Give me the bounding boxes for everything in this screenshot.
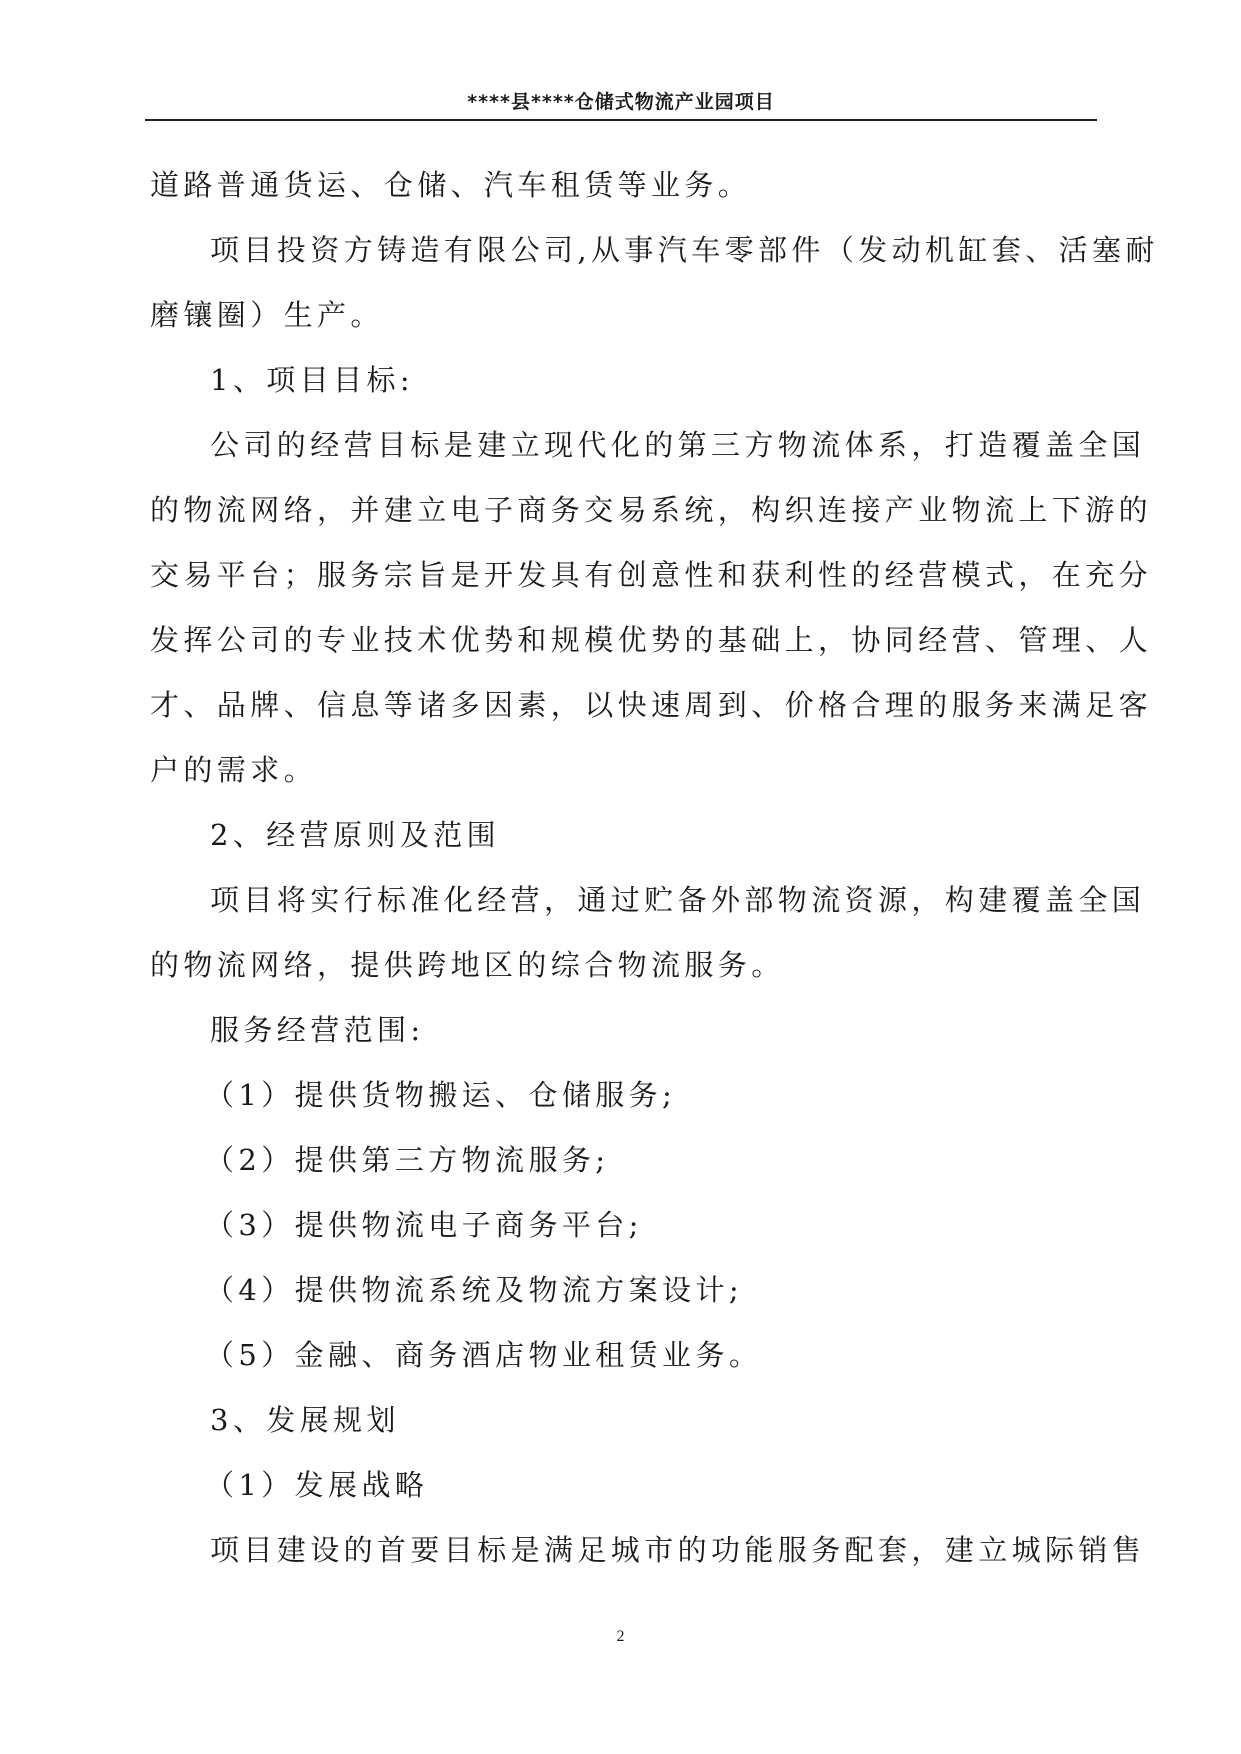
section-heading: 2、经营原则及范围	[210, 818, 501, 852]
text-line: 项目将实行标准化经营，通过贮备外部物流资源，构建覆盖全国	[210, 883, 1146, 917]
list-item: （5）金融、商务酒店物业租赁业务。	[205, 1338, 763, 1372]
text-line: 交易平台；服务宗旨是开发具有创意性和获利性的经营模式，在充分	[150, 558, 1153, 592]
text-line: 的物流网络，提供跨地区的综合物流服务。	[150, 948, 785, 982]
text-line: 服务经营范围:	[210, 1013, 425, 1047]
page-header	[145, 85, 1097, 121]
header-title: ****县****仓储式物流产业园项目	[467, 91, 775, 113]
section-heading: 1、项目目标:	[210, 363, 415, 397]
text-line: 项目投资方铸造有限公司,从事汽车零部件（发动机缸套、活塞耐	[210, 233, 1159, 267]
section-heading: 3、发展规划	[210, 1403, 400, 1437]
text-line: 的物流网络，并建立电子商务交易系统，构织连接产业物流上下游的	[150, 493, 1153, 527]
text-line: 发挥公司的专业技术优势和规模优势的基础上，协同经营、管理、人	[150, 623, 1153, 657]
text-line: 磨镶圈）生产。	[150, 298, 384, 332]
text-line: 公司的经营目标是建立现代化的第三方物流体系，打造覆盖全国	[210, 428, 1146, 462]
text-line: 户的需求。	[150, 753, 318, 787]
list-item: （3）提供物流电子商务平台;	[205, 1208, 643, 1242]
list-item: （4）提供物流系统及物流方案设计;	[205, 1273, 744, 1307]
document-body	[150, 153, 1159, 1583]
page-number: 2	[616, 1628, 625, 1645]
list-item: （2）提供第三方物流服务;	[205, 1143, 610, 1177]
text-line: 项目建设的首要目标是满足城市的功能服务配套，建立城际销售	[210, 1533, 1146, 1567]
list-item: （1）提供货物搬运、仓储服务;	[205, 1078, 677, 1112]
text-line: 才、品牌、信息等诸多因素，以快速周到、价格合理的服务来满足客	[150, 688, 1153, 722]
subsection-heading: （1）发展战略	[205, 1468, 429, 1502]
text-line: 道路普通货运、仓储、汽车租赁等业务。	[150, 168, 752, 202]
